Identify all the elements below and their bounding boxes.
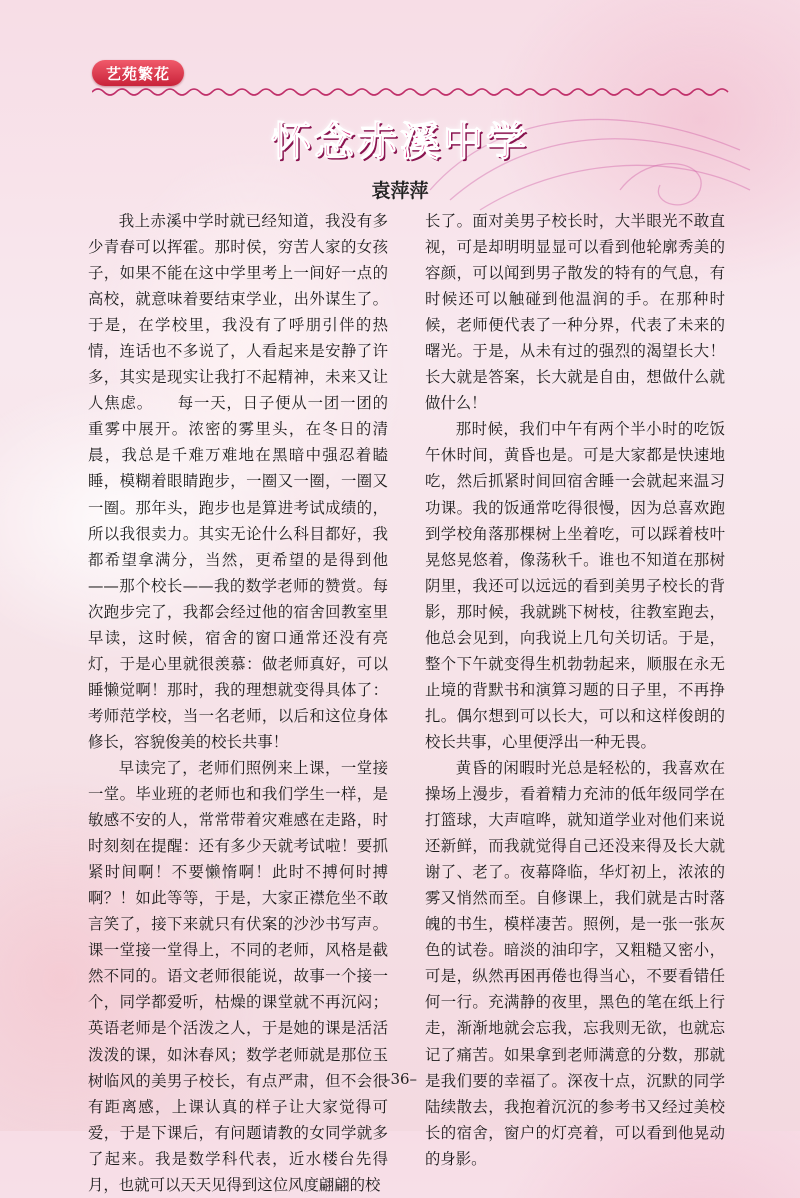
paragraph: 那时候，我们中午有两个半小时的吃饭午休时间，黄昏也是。可是大家都是快速地吃，然后抓紧时间回宿舍睡一会就起来温习功课。我的饭通常吃得很慢，因为总喜欢跑到学校角落那棵树上坐着吃，可以踩着枝叶晃悠晃悠着，像荡秋千。谁也不知道在那树阴里，我还可以远远的看到美男子校长的背影，那时候，我就跳下树枝，往教室跑去，他总会见到，向我说上几句关切话。于是，整个下午就变得生机勃勃起来，顺服在永无止境的背默书和演算习题的日子里，不再挣扎。偶尔想到可以长大，可以和这样俊朗的校长共事，心里便浮出一种无畏。 (425, 420, 725, 751)
article-author: 袁萍萍 (371, 180, 429, 202)
paragraph: 黄昏的闲暇时光总是轻松的，我喜欢在操场上漫步，看着精力充沛的低年级同学在打篮球，大声喧哗，就知道学业对他们来说还新鲜，而我就觉得自己还没来得及长大就谢了、老了。夜幕降临，华灯初上，浓浓的雾又悄然而至。自修课上，我们就是古时落魄的书生，模样凄苦。照例，是一张一张灰色的试卷。暗淡的油印字，又粗糙又密小，可是，纵然再困再倦也得当心，不要看错任何一行。充满静的夜里，黑色的笔在纸上行走，渐渐地就会忘我，忘我则无欲，也就忘记了痛苦。如果拿到老师满意的分数，那就是我们要的幸福了。深夜十点，沉默的同学陆续散去，我抱着沉沉的参考书又经过美校长的宿舍，窗户的灯亮着，可以看到他晃动的身影。 (425, 758, 725, 1168)
section-tag: 艺苑繁花 (92, 60, 184, 86)
article-column-left (88, 208, 388, 1198)
page-number: –36– (382, 1070, 418, 1088)
decorative-wave-divider (92, 82, 732, 102)
article-title: 怀念赤溪中学 (271, 119, 529, 165)
paragraph: 早读完了，老师们照例来上课，一堂接一堂。毕业班的老师也和我们学生一样，是敏感不安的人，常常带着灾难感在走路，时时刻刻在提醒：还有多少天就考试啦！要抓紧时间啊！不要懒惰啊！此时不搏何时搏啊？！如此等等，于是，大家正襟危坐不敢言笑了，接下来就只有伏案的沙沙书写声。课一堂接一堂得上，不同的老师，风格是截然不同的。语文老师很能说，故事一个接一个，同学都爱听，枯燥的课堂就不再沉闷；英语老师是个活泼之人，于是她的课是活活泼泼的课，如沐春风；数学老师就是那位玉树临风的美男子校长，有点严肃，但不会很有距离感，上课认真的样子让大家觉得可爱，于是下课后，有问题请教的女同学就多了起来。我是数学科代表，近水楼台先得月，也就可以天天见得到这位风度翩翩的校 (88, 758, 388, 1194)
paragraph: 我上赤溪中学时就已经知道，我没有多少青春可以挥霍。那时侯，穷苦人家的女孩子，如果不能在这中学里考上一间好一点的高校，就意味着要结束学业，出外谋生了。于是，在学校里，我没有了呼朋引伴的热情，连话也不多说了，人看起来是安静了许多，其实是现实让我打不起精神，未来又让人焦虑。 每一天，日子便从一团一团的重雾中展开。浓密的雾里头，在冬日的清晨，我总是千难万难地在黑暗中强忍着瞌睡，模糊着眼睛跑步，一圈又一圈，一圈又一圈。那年头，跑步也是算进考试成绩的，所以我很卖力。其实无论什么科目都好，我都希望拿满分，当然，更希望的是得到他——那个校长——我的数学老师的赞赏。每次跑步完了，我都会经过他的宿舍回教室里早读，这时候，宿舍的窗口通常还没有亮灯，于是心里就很羡慕：做老师真好，可以睡懒觉啊！那时，我的理想就变得具体了：考师范学校，当一名老师，以后和这位身体修长，容貌俊美的校长共事！ (88, 212, 388, 751)
paragraph: 长了。面对美男子校长时，大半眼光不敢直视，可是却明明显显可以看到他轮廓秀美的容颜，可以闻到男子散发的特有的气息，有时候还可以触碰到他温润的手。在那种时候，老师便代表了一种分界，代表了未来的曙光。于是，从未有过的强烈的渴望长大！长大就是答案，长大就是自由，想做什么就做什么！ (425, 212, 725, 413)
article-column-right (425, 208, 725, 1172)
